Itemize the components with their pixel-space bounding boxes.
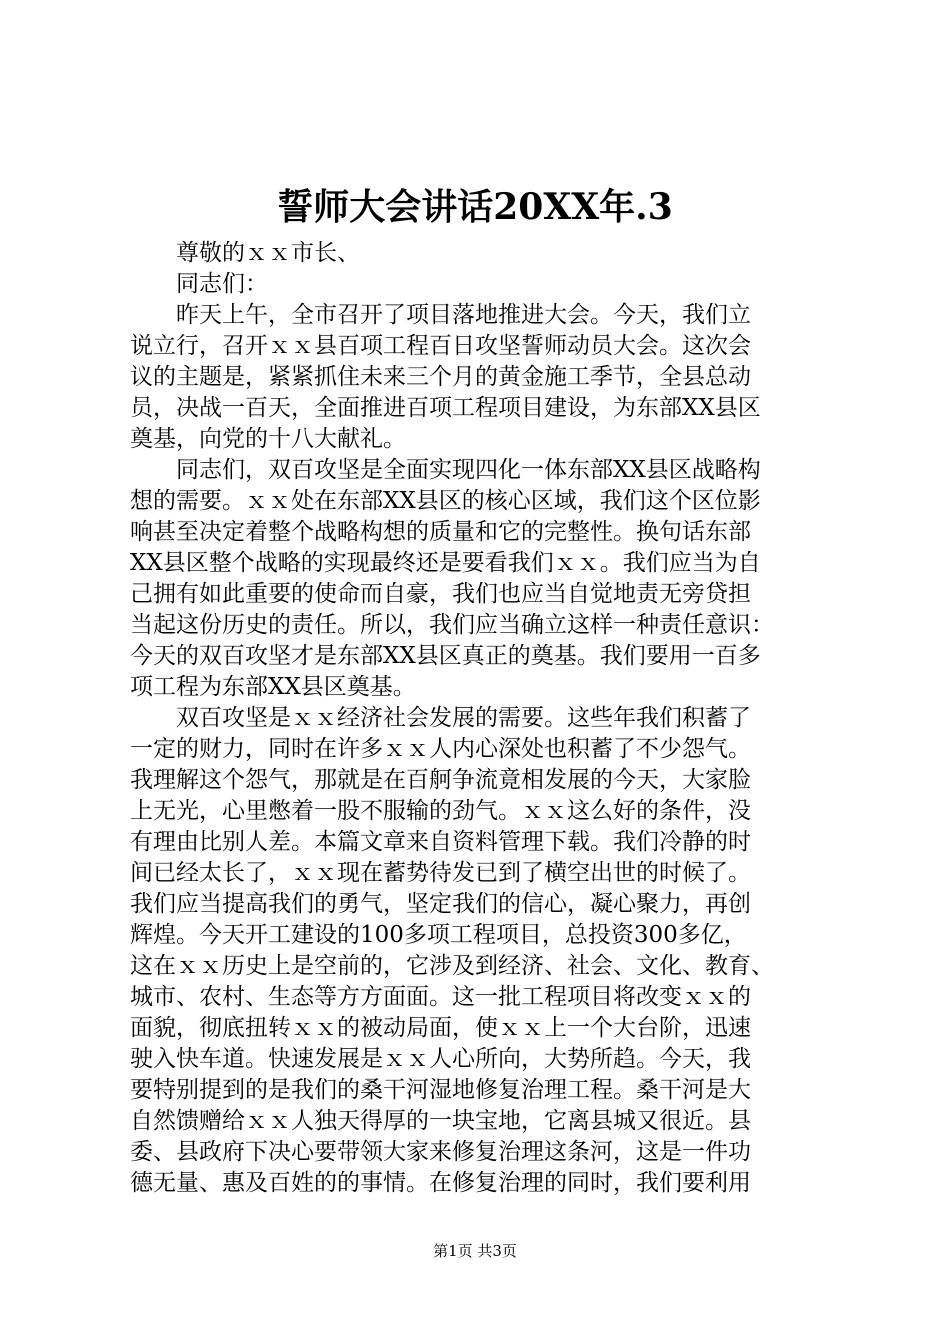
text-line: 议的主题是，紧紧抓住未来三个月的黄金施工季节，全县总动	[130, 364, 751, 390]
text-line: 委、县政府下决心要带领大家来修复治理这条河，这是一件功	[130, 1139, 751, 1165]
text-line: 要特别提到的是我们的桑干河湿地修复治理工程。桑干河是大	[130, 1077, 751, 1103]
text-line: 有理由比别人差。本篇文章来自资料管理下载。我们冷静的时	[130, 829, 751, 855]
text-line: 双百攻坚是ｘｘ经济社会发展的需要。这些年我们积蓄了	[176, 705, 751, 731]
text-line: 想的需要。ｘｘ处在东部XX县区的核心区域，我们这个区位影	[130, 488, 761, 514]
text-line: 这在ｘｘ历史上是空前的，它涉及到经济、社会、文化、教育、	[130, 953, 774, 979]
text-line: 项工程为东部XX县区奠基。	[130, 674, 416, 700]
text-line: 说立行，召开ｘｘ县百项工程百日攻坚誓师动员大会。这次会	[130, 333, 751, 359]
text-line: 同志们：	[176, 271, 268, 297]
text-line: 我理解这个怨气，那就是在百舸争流竟相发展的今天，大家脸	[130, 767, 751, 793]
text-line: 今天的双百攻坚才是东部XX县区真正的奠基。我们要用一百多	[130, 643, 761, 669]
text-line: 昨天上午，全市召开了项目落地推进大会。今天，我们立	[176, 302, 751, 328]
text-line: 己拥有如此重要的使命而自豪，我们也应当自觉地责无旁贷担	[130, 581, 751, 607]
text-line: 一定的财力，同时在许多ｘｘ人内心深处也积蓄了不少怨气。	[130, 736, 751, 762]
document-body	[130, 238, 826, 1199]
page-footer: 第1页 共3页	[433, 1242, 517, 1260]
text-line: 城市、农村、生态等方方面面。这一批工程项目将改变ｘｘ的	[130, 984, 751, 1010]
text-line: 尊敬的ｘｘ市长、	[176, 240, 360, 266]
text-line: 自然馈赠给ｘｘ人独天得厚的一块宝地，它离县城又很近。县	[130, 1108, 751, 1134]
text-line: 间已经太长了，ｘｘ现在蓄势待发已到了横空出世的时候了。	[130, 860, 751, 886]
text-line: 辉煌。今天开工建设的100多项工程项目，总投资300多亿，	[130, 922, 747, 948]
text-line: XX县区整个战略的实现最终还是要看我们ｘｘ。我们应当为自	[130, 550, 761, 576]
text-line: 上无光，心里憋着一股不服输的劲气。ｘｘ这么好的条件，没	[130, 798, 751, 824]
text-line: 德无量、惠及百姓的的事情。在修复治理的同时，我们要利用	[130, 1170, 751, 1196]
text-line: 我们应当提高我们的勇气，坚定我们的信心，凝心聚力，再创	[130, 891, 751, 917]
document-title: 誓师大会讲话20XX年.3	[277, 186, 673, 228]
text-line: 同志们，双百攻坚是全面实现四化一体东部XX县区战略构	[176, 457, 761, 483]
text-line: 员，决战一百天，全面推进百项工程项目建设，为东部XX县区	[130, 395, 761, 421]
text-line: 响甚至决定着整个战略构想的质量和它的完整性。换句话东部	[130, 519, 751, 545]
text-line: 奠基，向党的十八大献礼。	[130, 426, 406, 452]
text-line: 当起这份历史的责任。所以，我们应当确立这样一种责任意识：	[130, 612, 774, 638]
text-line: 面貌，彻底扭转ｘｘ的被动局面，使ｘｘ上一个大台阶，迅速	[130, 1015, 751, 1041]
text-line: 驶入快车道。快速发展是ｘｘ人心所向，大势所趋。今天，我	[130, 1046, 751, 1072]
